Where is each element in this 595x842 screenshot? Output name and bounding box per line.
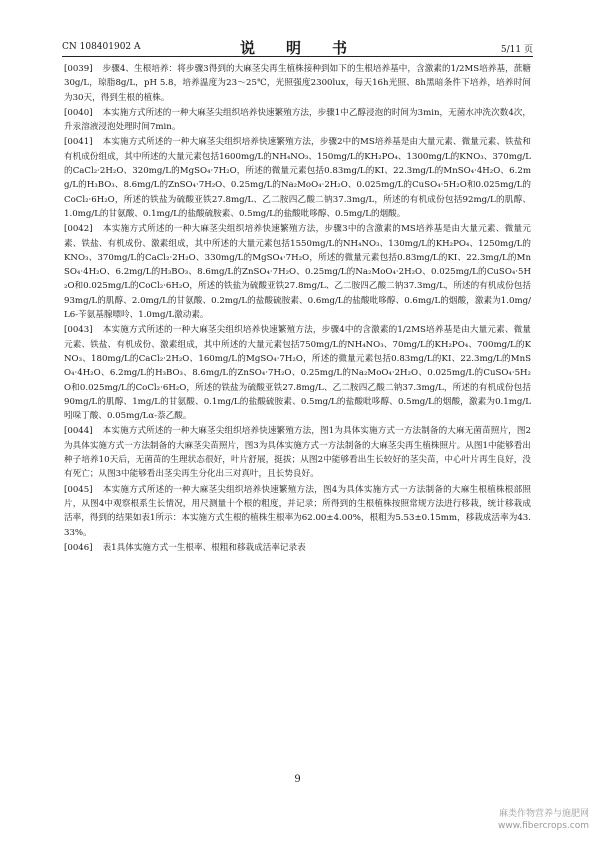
paragraph-text: 本实施方式所述的一种大麻茎尖组织培养快速繁殖方法，步骤2中的MS培养基是由大量元素、微量元素、铁盐和有机成份组成，其中所述的大量元素包括1600mg/L的NH₄NO₃、150mg/L的KH₂PO₄、1300mg/L的KNO₃、370mg/L的CaCl₂·2H₂O、320mg/L的MgSO₄·7H₂O，所述的微量元素包括0.83mg/L的KI、22.3mg/L的MnSO₄·4H₂O、6.2mg/L的H₃BO₃、8.6mg/L的ZnSO₄·7H₂O、0.25mg/L的Na₂MoO₄·2H₂O、0.025mg/L的CuSO₄·5H₂O和0.025mg/L的CoCl₂·6H₂O，所述的铁盐为硫酸亚铁27.8mg/L、乙二胺四乙酸二钠37.3mg/L，所述的有机成份包括92mg/L的肌醇、1.0mg/L的甘氨酸、0.1mg/L的盐酸硫胺素、0.5mg/L的盐酸吡哆醇、0.5mg/L的烟酸。 bbox=[64, 137, 531, 219]
paragraph-text: 本实施方式所述的一种大麻茎尖组织培养快速繁殖方法，图1为具体实施方式一方法制备的大麻无菌苗照片，图2为具体实施方式一方法制备的大麻茎尖苗照片，图3为具体实施方式一方法制备的大麻茎尖再生植株照片。从图1中能够看出种子培养10天后，无菌苗的生理状态很好，叶片舒展，挺拔；从图2中能够看出生长较好的茎尖苗，中心叶片再生良好，没有死亡；从图3中能够看出茎尖再生分化出三对真叶，且长势良好。 bbox=[64, 426, 531, 480]
paragraph-0045 bbox=[64, 483, 531, 540]
document-body bbox=[64, 62, 531, 556]
paragraph-number: [0040] bbox=[64, 107, 93, 118]
paragraph-text: 表1具体实施方式一生根率、根粗和移栽成活率记录表 bbox=[102, 542, 306, 553]
paragraph-number: [0041] bbox=[64, 137, 93, 148]
page-fraction: 5/11 页 bbox=[500, 45, 533, 55]
paragraph-number: [0039] bbox=[64, 64, 93, 74]
header-rule bbox=[62, 56, 533, 57]
watermark-site-name: 麻类作物营养与施肥网 bbox=[498, 809, 589, 819]
paragraph-number: [0046] bbox=[64, 542, 93, 553]
paragraph-number: [0042] bbox=[64, 224, 93, 235]
paragraph-0041 bbox=[64, 135, 531, 221]
paragraph-text: 本实施方式所述的一种大麻茎尖组织培养快速繁殖方法，步骤1中乙醇浸泡的时间为3min，无菌水冲洗次数4次，升汞溶液浸泡处理时间7min。 bbox=[64, 107, 531, 133]
page-number: 9 bbox=[294, 774, 301, 785]
watermark-url: www.fibercrops.com bbox=[498, 821, 589, 831]
patent-number: CN 108401902 A bbox=[62, 42, 141, 52]
paragraph-text: 本实施方式所述的一种大麻茎尖组织培养快速繁殖方法，图4为具体实施方式一方法制备的大麻生根植株根部照片，从图4中观察根系生长情况，用尺测量十个根的粗度，并记录；所得到的生根植株按照常规方法进行移栽，统计移栽成活率，得到的结果如表1所示：本实施方式生根的植株生根率为62.00±4.00%，根粗为5.53±0.15mm，移栽成活率为43.33%。 bbox=[64, 484, 531, 538]
paragraph-number: [0043] bbox=[64, 325, 93, 336]
paragraph-number: [0044] bbox=[64, 426, 93, 437]
watermark bbox=[498, 808, 589, 832]
paragraph-0040 bbox=[64, 106, 531, 135]
paragraph-text: 本实施方式所述的一种大麻茎尖组织培养快速繁殖方法，步骤3中的含激素的MS培养基是由大量元素、微量元素、铁盐、有机成份、激素组成，其中所述的大量元素包括1550mg/L的NH₄NO₃、130mg/L的KH₂PO₄、1250mg/L的KNO₃、370mg/L的CaCl₂·2H₂O、330mg/L的MgSO₄·7H₂O，所述的微量元素包括0.83mg/L的KI、22.3mg/L的MnSO₄·4H₂O、6.2mg/L的H₃BO₃、8.6mg/L的ZnSO₄·7H₂O、0.25mg/L的Na₂MoO₄·2H₂O、0.025mg/L的CuSO₄·5H₂O和0.025mg/L的CoCl₂·6H₂O，所述的铁盐为硫酸亚铁27.8mg/L、乙二胺四乙酸二钠37.3mg/L，所述的有机成份包括93mg/L的肌醇、2.0mg/L的甘氨酸、0.2mg/L的盐酸硫胺素、0.6mg/L的盐酸吡哆醇、0.6mg/L的烟酸，激素为1.0mg/L6-苄氨基腺嘌呤、1.0mg/L激动素。 bbox=[64, 224, 531, 321]
paragraph-0043 bbox=[64, 323, 531, 423]
document-title: 说 明 书 bbox=[239, 39, 355, 57]
paragraph-text: 步骤4、生根培养：将步骤3得到的大麻茎尖再生植株接种到如下的生根培养基中，含激素的1/2MS培养基，蔗糖30g/L，琼脂8g/L，pH 5.8，培养温度为23～25℃，光照强度2300lux，每天16h光照、8h黑暗条件下培养，培养时间为30天，得到生根的植株。 bbox=[64, 64, 531, 103]
paragraph-0046 bbox=[64, 541, 531, 555]
paragraph-text: 本实施方式所述的一种大麻茎尖组织培养快速繁殖方法，步骤4中的含激素的1/2MS培养基是由大量元素、微量元素、铁盐、有机成份、激素组成，其中所述的大量元素包括750mg/L的NH₄NO₃、70mg/L的KH₂PO₄、700mg/L的KNO₃、180mg/L的CaCl₂·2H₂O、160mg/L的MgSO₄·7H₂O，所述的微量元素包括0.83mg/L的KI、22.3mg/L的MnSO₄·4H₂O、6.2mg/L的H₃BO₃、8.6mg/L的ZnSO₄·7H₂O、0.25mg/L的Na₂MoO₄·2H₂O、0.025mg/L的CuSO₄·5H₂O和0.025mg/L的CoCl₂·6H₂O，所述的铁盐为硫酸亚铁27.8mg/L、乙二胺四乙酸二钠37.3mg/L，所述的有机成份包括90mg/L的肌醇、1mg/L的甘氨酸、0.1mg/L的盐酸硫胺素、0.5mg/L的盐酸吡哆醇、0.5mg/L的烟酸，激素为0.1mg/L吲哚丁酸、0.05mg/Lα-萘乙酸。 bbox=[64, 325, 531, 422]
paragraph-0042 bbox=[64, 222, 531, 322]
page-header bbox=[62, 36, 533, 56]
paragraph-0044 bbox=[64, 424, 531, 481]
paragraph-0039 bbox=[64, 62, 531, 105]
paragraph-number: [0045] bbox=[64, 484, 93, 495]
